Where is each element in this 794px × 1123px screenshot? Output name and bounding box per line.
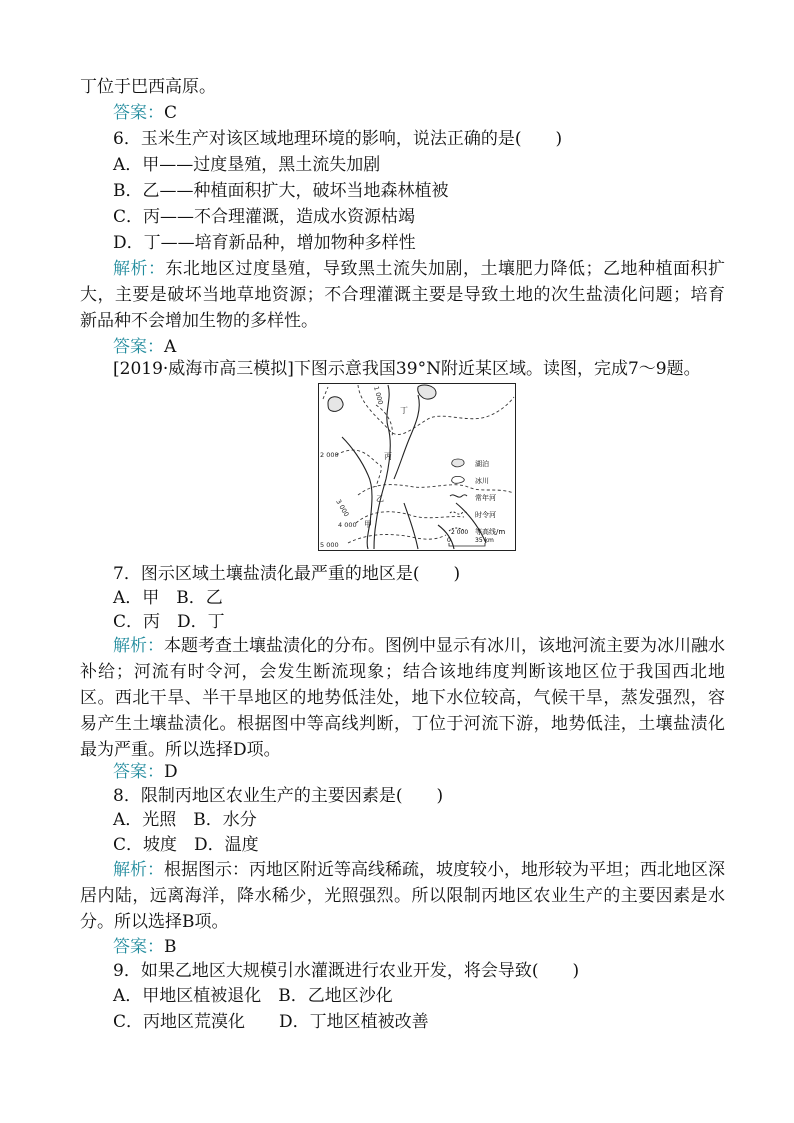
legend-lake: 湖泊 bbox=[475, 460, 489, 468]
contour-label-3000: 3 000 bbox=[334, 498, 351, 519]
question-9: 9．如果乙地区大规模引水灌溉进行农业开发，将会导致( ) bbox=[113, 961, 580, 981]
answer-value: D bbox=[164, 762, 178, 782]
scale-zero: 0 bbox=[447, 537, 451, 544]
options-9ab: A．甲地区植被退化 B．乙地区沙化 bbox=[113, 986, 393, 1006]
perennial-river-icon bbox=[450, 495, 467, 497]
lake-icon bbox=[452, 459, 464, 467]
options-9cd: C．丙地区荒漠化 D．丁地区植被改善 bbox=[113, 1012, 429, 1032]
answer-label: 答案： bbox=[113, 762, 164, 782]
glacier-icon bbox=[452, 476, 465, 483]
question-7: 7．图示区域土壤盐渍化最严重的地区是( ) bbox=[113, 564, 461, 584]
option-6d: D．丁——培育新品种，增加物种多样性 bbox=[113, 233, 416, 253]
contour-label-2000: 2 000 bbox=[320, 451, 339, 459]
answer-line bbox=[113, 759, 178, 785]
place-label-ding: 丁 bbox=[400, 406, 408, 415]
figure-intro: [2019·威海市高三模拟]下图示意我国39°N附近某区域。读图，完成7～9题。 bbox=[113, 359, 701, 379]
answer-line bbox=[113, 100, 177, 126]
option-6c: C．丙——不合理灌溉，造成水资源枯竭 bbox=[113, 207, 416, 227]
analysis-6 bbox=[80, 256, 725, 334]
analysis-7 bbox=[80, 633, 725, 763]
text-line: 丁位于巴西高原。 bbox=[80, 77, 216, 97]
contour-label-4000: 4 000 bbox=[338, 521, 357, 529]
contour-label-5000: 5 000 bbox=[320, 541, 339, 549]
question-6: 6．玉米生产对该区域地理环境的影响，说法正确的是( ) bbox=[113, 129, 563, 149]
analysis-label: 解析： bbox=[113, 636, 164, 656]
option-6b: B．乙——种植面积扩大，破坏当地森林植被 bbox=[113, 181, 449, 201]
legend-contour-sample: 2 000 bbox=[451, 529, 469, 536]
scale-distance: 35 km bbox=[475, 537, 494, 544]
answer-label: 答案： bbox=[113, 937, 164, 957]
legend-contour: 等高线/m bbox=[475, 528, 506, 536]
map-legend bbox=[445, 455, 540, 550]
options-8ab: A．光照 B．水分 bbox=[113, 810, 257, 830]
contour-label-1000: 1 000 bbox=[372, 385, 385, 406]
place-label-yi: 乙 bbox=[376, 494, 384, 503]
place-label-bing: 丙 bbox=[384, 452, 392, 461]
options-8cd: C．坡度 D．温度 bbox=[113, 835, 259, 855]
analysis-text: 根据图示：丙地区附近等高线稀疏，坡度较小，地形较为平坦；西北地区深居内陆，远离海洋，降水稀少，光照强烈。所以限制丙地区农业生产的主要因素是水分。所以选择B项。 bbox=[80, 860, 725, 932]
answer-value: C bbox=[164, 103, 178, 123]
analysis-label: 解析： bbox=[113, 259, 166, 279]
place-label-jia: 甲 bbox=[364, 520, 372, 529]
options-7ab: A．甲 B．乙 bbox=[113, 588, 223, 608]
answer-value: B bbox=[164, 937, 177, 957]
answer-label: 答案： bbox=[113, 103, 164, 123]
analysis-8 bbox=[80, 857, 725, 935]
analysis-text: 本题考查土壤盐渍化的分布。图例中显示有冰川，该地河流主要为冰川融水补给；河流有时令河，会发生断流现象；结合该地纬度判断该地区位于我国西北地区。西北干旱、半干旱地区的地势低洼处，地下水位较高，气候干旱，蒸发强烈，容易产生土壤盐渍化。根据图中等高线判断，丁位于河流下游，地势低洼，土壤盐渍化最为严重。所以选择D项。 bbox=[80, 636, 725, 760]
analysis-label: 解析： bbox=[113, 860, 164, 880]
legend-perennial-river: 常年河 bbox=[475, 494, 496, 502]
answer-value: A bbox=[164, 337, 177, 357]
legend-seasonal-river: 时令河 bbox=[475, 511, 496, 519]
legend-glacier: 冰川 bbox=[475, 477, 489, 485]
answer-label: 答案： bbox=[113, 337, 164, 357]
analysis-text: 东北地区过度垦殖，导致黑土流失加剧，土壤肥力降低；乙地种植面积扩大，主要是破坏当地草地资源；不合理灌溉主要是导致土地的次生盐渍化问题；培育新品种不会增加生物的多样性。 bbox=[80, 259, 725, 331]
answer-line bbox=[113, 934, 177, 960]
option-6a: A．甲——过度垦殖，黑土流失加剧 bbox=[113, 155, 381, 175]
question-8: 8．限制丙地区农业生产的主要因素是( ) bbox=[113, 786, 444, 806]
seasonal-river-icon bbox=[450, 512, 467, 514]
options-7cd: C．丙 D．丁 bbox=[113, 612, 225, 632]
